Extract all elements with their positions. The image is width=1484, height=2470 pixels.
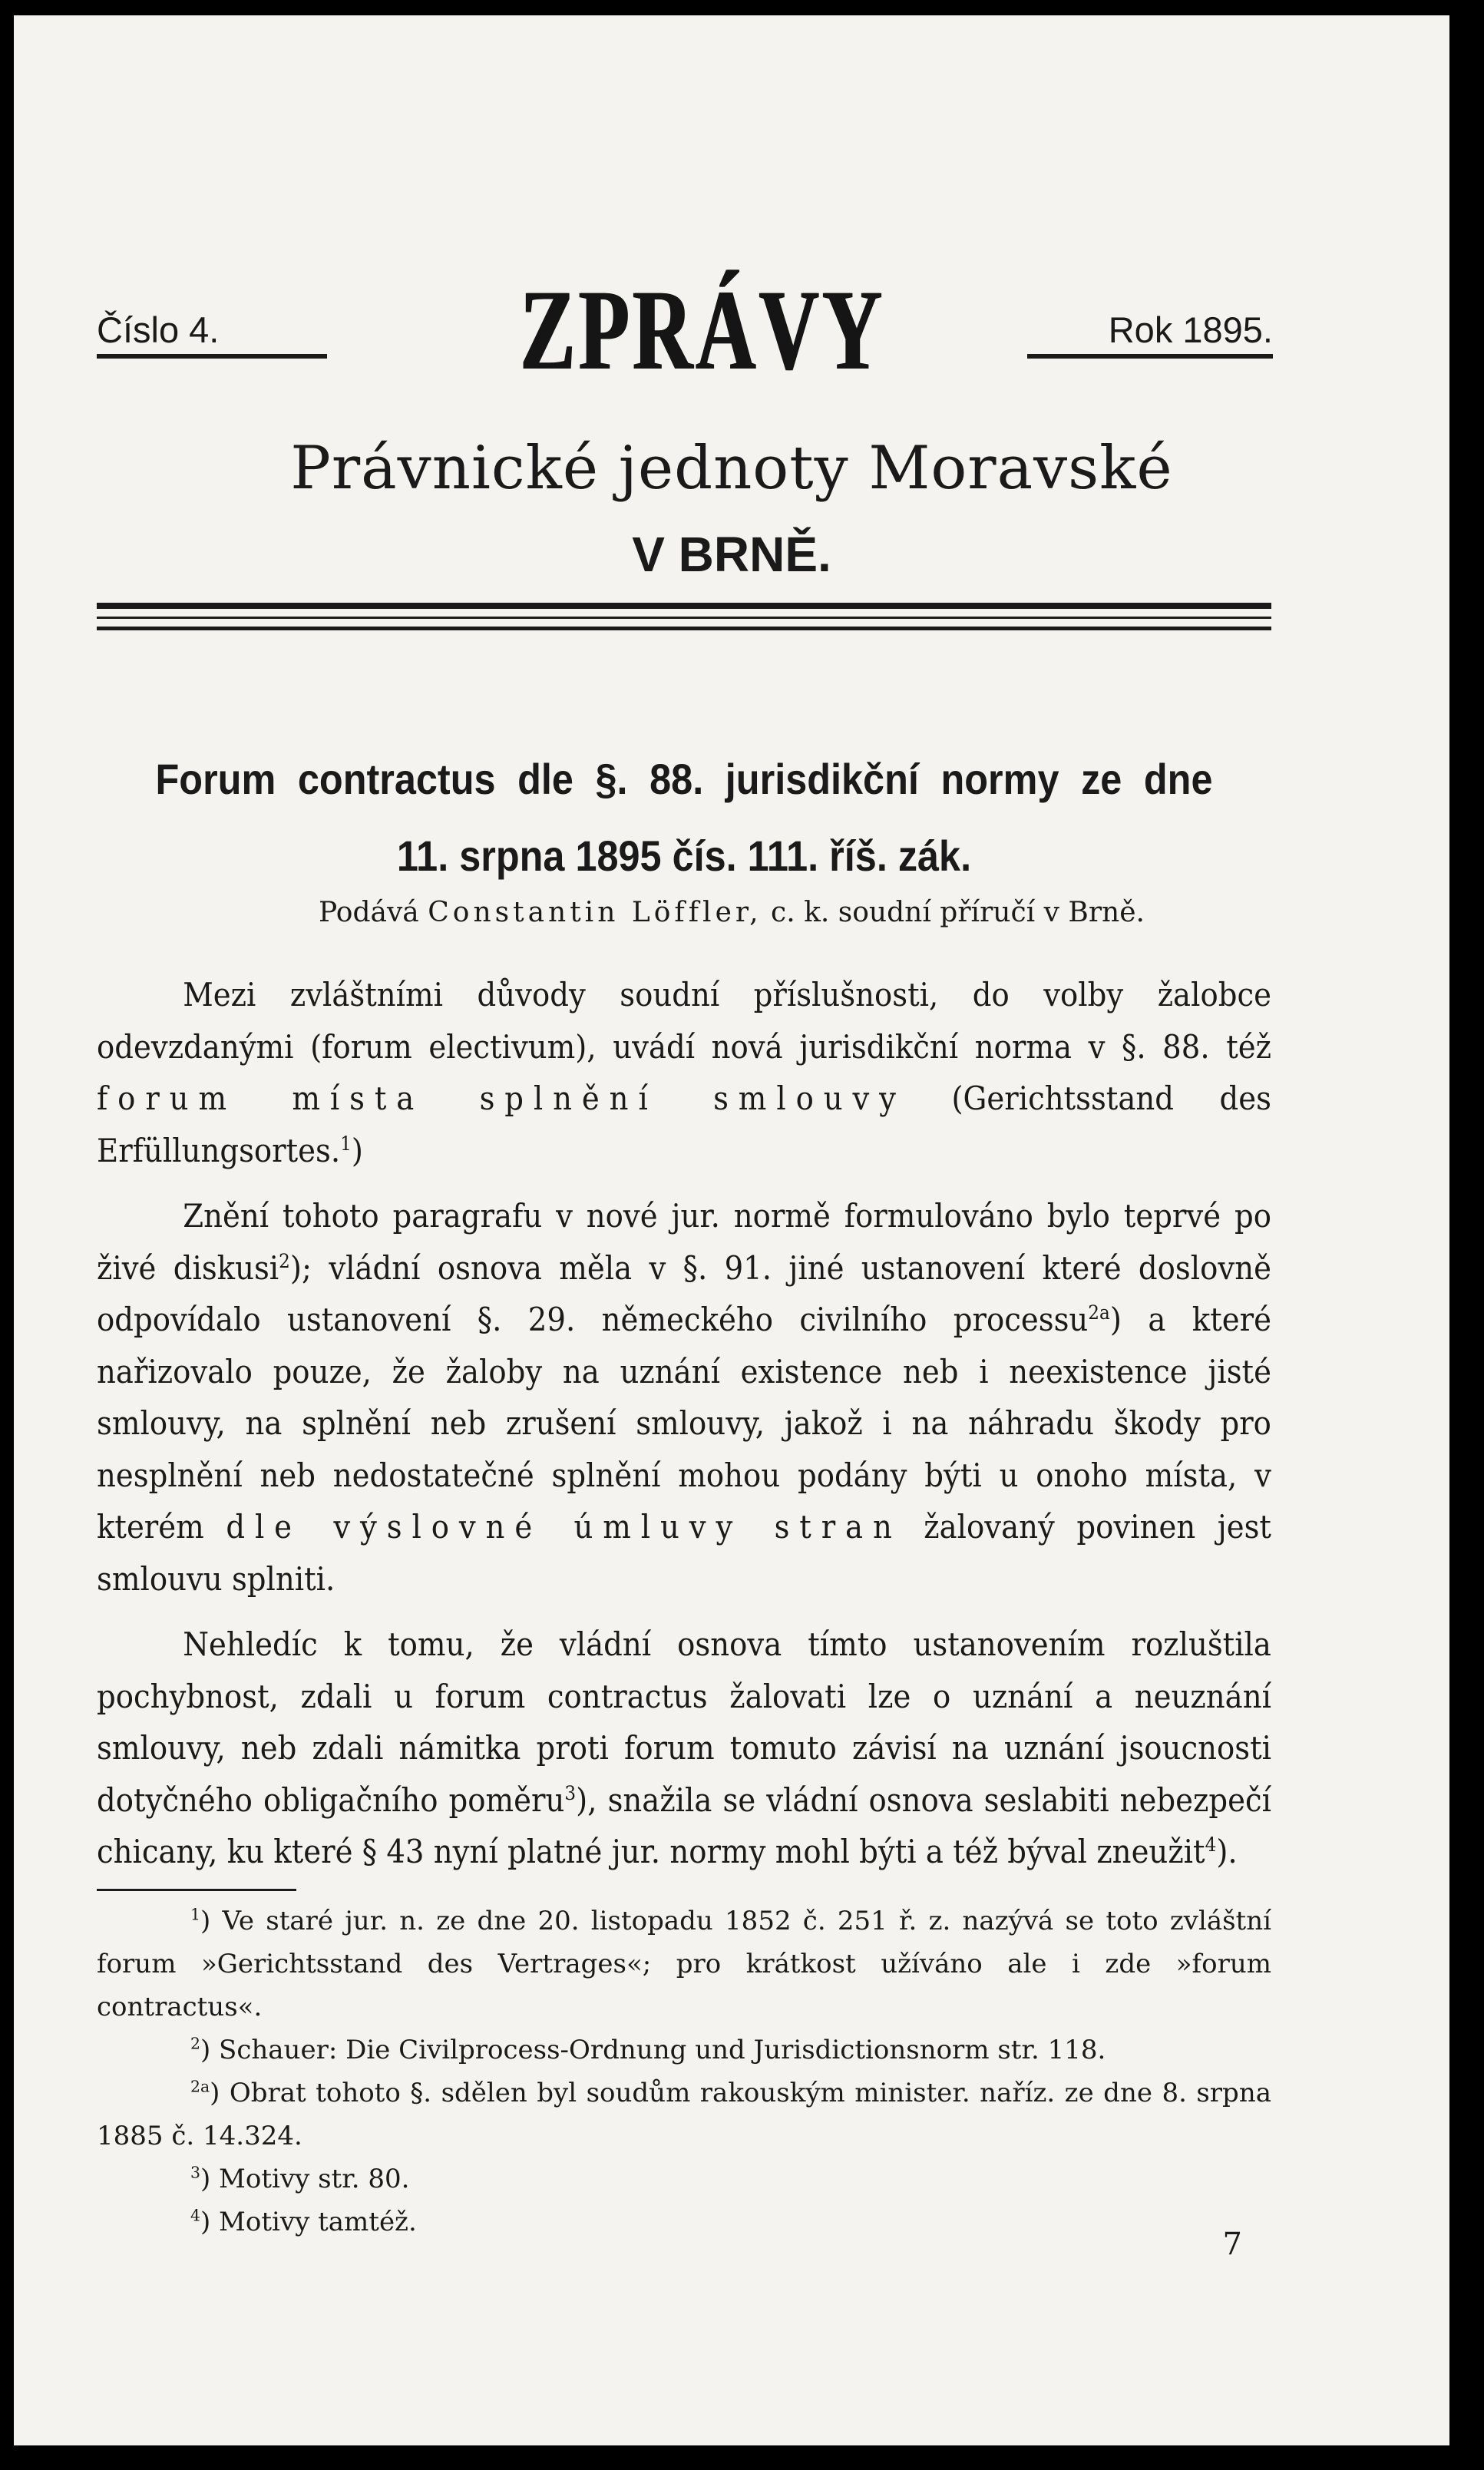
journal-title: ZPRÁVY (519, 266, 885, 394)
journal-city: V BRNĚ. (632, 527, 831, 582)
byline-prefix: Podává (319, 897, 419, 928)
byline-author: Constantin Löffler, (428, 897, 762, 928)
issue-number: Číslo 4. (97, 309, 327, 359)
article-heading (156, 741, 1213, 894)
masthead-title (459, 253, 889, 407)
paragraph-2: Znění tohoto paragrafu v nové jur. normě formulováno bylo teprvé po živé diskusi$^2$); vládní osnova měla v §. 91. jiné ustanovení které doslovně odpovídalo ustanovení §. 29. německého civilního processu$^{2a}$) a které nařizovalo pouze, že žaloby na uznání existence neb i neexistence jisté smlouvy, na splnění neb zrušení smlouvy, jakož i na náhradu škody pro nesplnění neb nedostatečné splnění mohou podány býti u onoho místa, v kterém dle výslovné úmluvy stran žalovaný povinen jest smlouvu splniti. (97, 1197, 1271, 1598)
footnotes (97, 1900, 1271, 2244)
byline-suffix: c. k. soudní příručí v Brně. (771, 897, 1145, 928)
journal-subtitle: Právnické jednoty Moravské (290, 434, 1173, 503)
footnote-4: $^4$) Motivy tamtéž. (190, 2206, 417, 2237)
page-number: 7 (1222, 2227, 1242, 2262)
footnote-ref: 2 (279, 1249, 290, 1272)
page (14, 15, 1449, 2445)
masthead-divider (97, 603, 1271, 630)
article-heading-line-1: Forum contractus dle §. 88. jurisdikční normy ze dne (155, 755, 1213, 803)
footnote-divider (97, 1889, 296, 1891)
footnote-ref: 4 (1205, 1833, 1217, 1856)
article-byline (14, 897, 1449, 928)
spaced-emphasis: forum místa splnění smlouvy (97, 1080, 906, 1117)
spaced-emphasis: dle výslovné úmluvy stran (226, 1508, 902, 1546)
footnote-2: $^2$) Schauer: Die Civilprocess-Ordnung und Jurisdictionsnorm str. 118. (190, 2034, 1106, 2065)
paragraph-3: Nehledíc k tomu, že vládní osnova tímto ustanovením rozluštila pochybnost, zdali u forum contractus žalovati lze o uznání a neuznání smlouvy, neb zdali námitka proti forum tomuto závisí na uznání jsoucnosti dotyčného obligačního poměru$^3$), snažila se vládní osnova seslabiti nebezpečí chicany, ku které § 43 nyní platné jur. normy mohl býti a též býval zneužit$^4$). (97, 1625, 1271, 1870)
footnote-ref: 2a (1088, 1301, 1110, 1324)
footnote-1: $^1$) Ve staré jur. n. ze dne 20. listopadu 1852 č. 251 ř. z. nazývá se toto zvláštní forum »Gerichtsstand des Vertrages«; pro krátkost užíváno ale i zde »forum contractus«. (97, 1905, 1271, 2022)
footnote-2a: $^{2a}$) Obrat tohoto §. sdělen byl soudům rakouským minister. naříz. ze dne 8. srpna 1885 č. 14.324. (97, 2077, 1271, 2151)
footnote-3: $^3$) Motivy str. 80. (190, 2163, 410, 2194)
issue-year: Rok 1895. (1027, 309, 1273, 359)
footnote-ref: 1 (340, 1132, 352, 1155)
article-heading-line-2: 11. srpna 1895 čís. 111. říš. zák. (396, 832, 972, 880)
article-body (97, 969, 1271, 1892)
paragraph-1: Mezi zvláštními důvody soudní příslušnosti, do volby žalobce odevzdanými (forum electivum), uvádí nová jurisdikční norma v §. 88. též forum místa splnění smlouvy (Gerichtsstand des Erfüllungsortes.$^1$) (97, 976, 1271, 1169)
footnote-ref: 3 (564, 1781, 577, 1804)
